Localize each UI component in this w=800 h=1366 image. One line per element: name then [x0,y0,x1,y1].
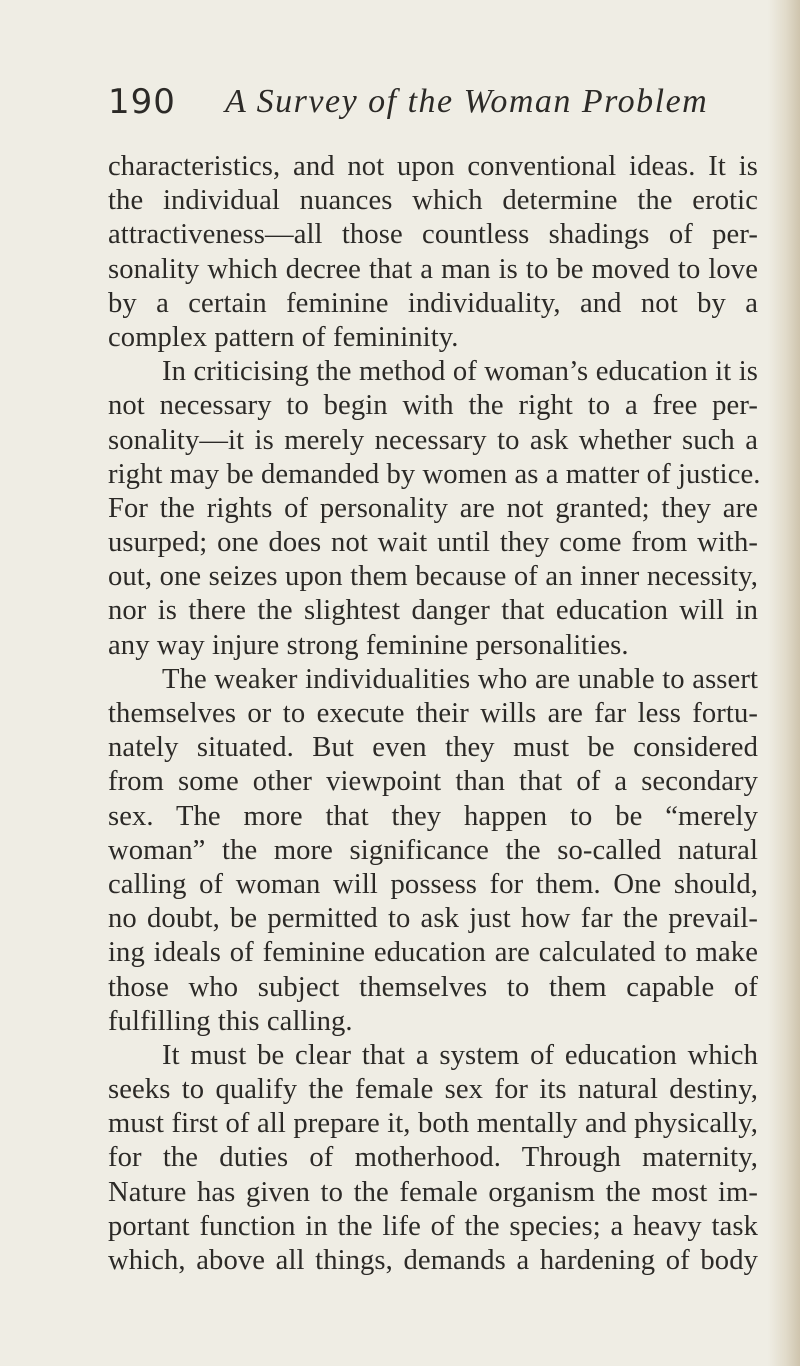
text-line: no doubt, be permitted to ask just how far the prevail- [108,903,758,935]
body-text [108,150,761,1278]
text-line: complex pattern of femininity. [108,321,459,353]
text-line: by a certain feminine individuality, and not by a [108,287,758,319]
running-title: A Survey of the Woman Problem [225,83,709,120]
text-line: must first of all prepare it, both mentally and physically, [108,1108,758,1140]
text-line: attractiveness—all those countless shadings of per- [108,219,758,251]
text-line: those who subject themselves to them capable of [108,971,758,1003]
text-line: fulfilling this calling. [108,1005,353,1037]
text-line: out, one seizes upon them because of an inner necessity, [108,561,758,593]
text-line: nately situated. But even they must be considered [108,732,758,764]
text-line: usurped; one does not wait until they come from with- [108,527,758,559]
text-line: For the rights of personality are not granted; they are [108,492,758,524]
text-line: nor is there the slightest danger that education will in [108,595,758,627]
text-line: The weaker individualities who are unable to assert [162,663,758,695]
text-line: It must be clear that a system of education which [162,1039,758,1071]
paragraph [108,355,761,663]
page-number: 190 [108,82,176,122]
text-line: calling of woman will possess for them. One should, [108,868,758,900]
text-line: ing ideals of feminine education are calculated to make [108,937,758,969]
paragraph [108,150,758,355]
text-line: any way injure strong feminine personalities. [108,629,629,661]
paragraph [108,1039,758,1278]
text-line: portant function in the life of the species; a heavy task [108,1210,758,1242]
text-line: Nature has given to the female organism the most im- [108,1176,758,1208]
text-line: sonality which decree that a man is to be moved to love [108,253,758,285]
text-line: not necessary to begin with the right to a free per- [108,390,758,422]
page-edge-shadow [768,0,800,1366]
text-line: sex. The more that they happen to be “merely [108,800,758,832]
text-line: seeks to qualify the female sex for its natural destiny, [108,1074,758,1106]
text-line: sonality—it is merely necessary to ask whether such a [108,424,758,456]
text-line: from some other viewpoint than that of a secondary [108,766,758,798]
running-header [108,82,758,132]
paragraph [108,663,758,1039]
text-line: themselves or to execute their wills are far less fortu- [108,698,758,729]
text-line: right may be demanded by women as a matter of justice. [108,458,761,490]
text-line: the individual nuances which determine the erotic [108,185,758,217]
text-line: characteristics, and not upon conventional ideas. It is [108,151,758,182]
text-line: for the duties of motherhood. Through maternity, [108,1142,758,1174]
text-line: which, above all things, demands a hardening of body [108,1245,758,1276]
text-line: woman” the more significance the so-called natural [108,834,758,866]
text-line: In criticising the method of woman’s education it is [162,356,758,388]
